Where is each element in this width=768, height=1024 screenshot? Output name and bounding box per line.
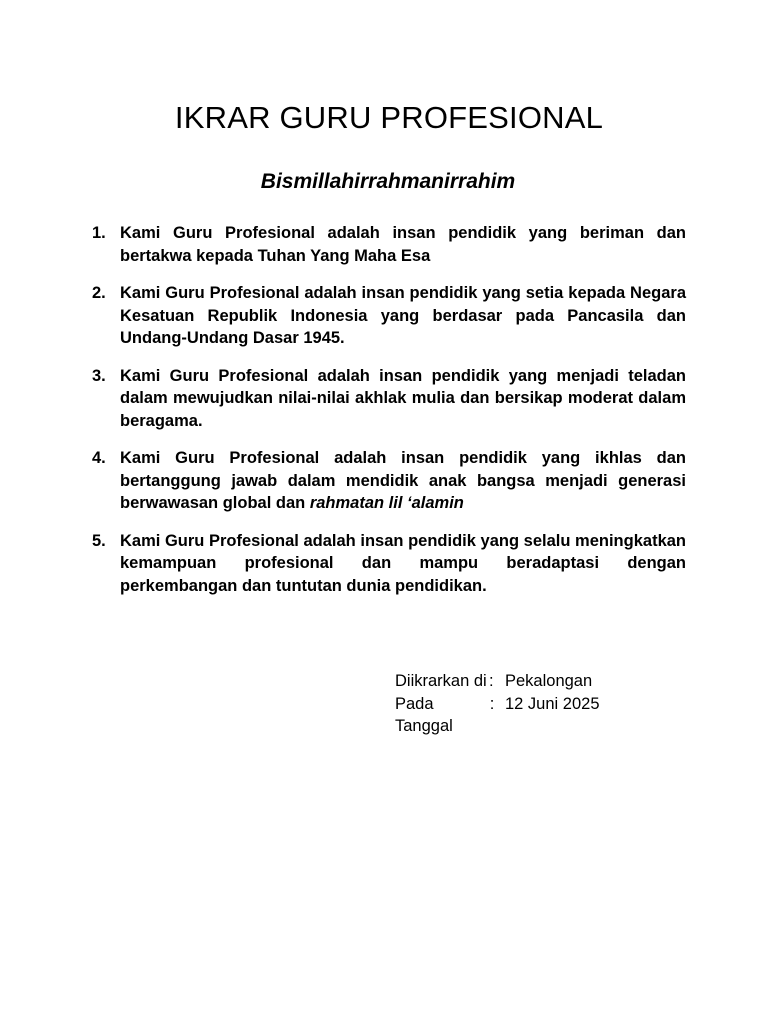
pledge-item <box>92 282 686 350</box>
document-subtitle: Bismillahirrahmanirrahim <box>260 170 516 193</box>
pledge-text-main: Kami Guru Profesional adalah insan pendidik yang selalu meningkatkan kemampuan profesional dan mampu beradaptasi dengan perkembangan dan tuntutan dunia pendidikan. <box>120 531 686 595</box>
pledge-number: 2. <box>92 284 106 302</box>
pledge-text-main: Kami Guru Profesional adalah insan pendidik yang menjadi teladan dalam mewujudkan nilai-nilai akhlak mulia dan bersikap moderat dalam beragama. <box>120 366 686 430</box>
pledge-text-main: Kami Guru Profesional adalah insan pendidik yang beriman dan bertakwa kepada Tuhan Yang Maha Esa <box>120 224 686 265</box>
pledge-text <box>120 282 686 350</box>
pledge-text <box>120 365 686 433</box>
document-title: IKRAR GURU PROFESIONAL <box>174 100 604 135</box>
date-row <box>395 693 600 738</box>
pledge-text-italic: rahmatan lil ‘alamin <box>309 494 464 512</box>
date-label: Pada Tanggal <box>395 694 453 735</box>
place-colon: : <box>489 672 494 690</box>
pledge-text <box>120 530 686 598</box>
pledge-item <box>92 365 686 433</box>
date-value: 12 Juni 2025 <box>505 694 600 713</box>
pledge-number: 4. <box>92 449 106 467</box>
pledge-number: 1. <box>92 224 106 242</box>
pledge-text <box>120 447 686 515</box>
pledge-text-main: Kami Guru Profesional adalah insan pendidik yang setia kepada Negara Kesatuan Republik Indonesia yang berdasar pada Pancasila dan Undang-Undang Dasar 1945. <box>120 284 686 347</box>
place-row <box>395 670 600 693</box>
pledge-item <box>92 447 686 515</box>
pledge-text <box>120 222 686 267</box>
signature-block <box>395 670 600 738</box>
pledge-item <box>92 222 686 267</box>
date-colon: : <box>489 694 495 713</box>
pledge-item <box>92 530 686 598</box>
pledge-number: 5. <box>92 531 106 550</box>
pledge-number: 3. <box>92 366 106 385</box>
place-label: Diikrarkan di <box>395 672 487 690</box>
pledge-list <box>92 222 686 612</box>
date-label-group <box>395 693 501 738</box>
pledge-text-main: Kami Guru Profesional adalah insan pendidik yang ikhlas dan bertanggung jawab dalam mendidik anak bangsa menjadi generasi berwawasan global dan <box>120 449 686 512</box>
place-label-group <box>395 670 501 693</box>
place-value: Pekalongan <box>505 672 593 690</box>
